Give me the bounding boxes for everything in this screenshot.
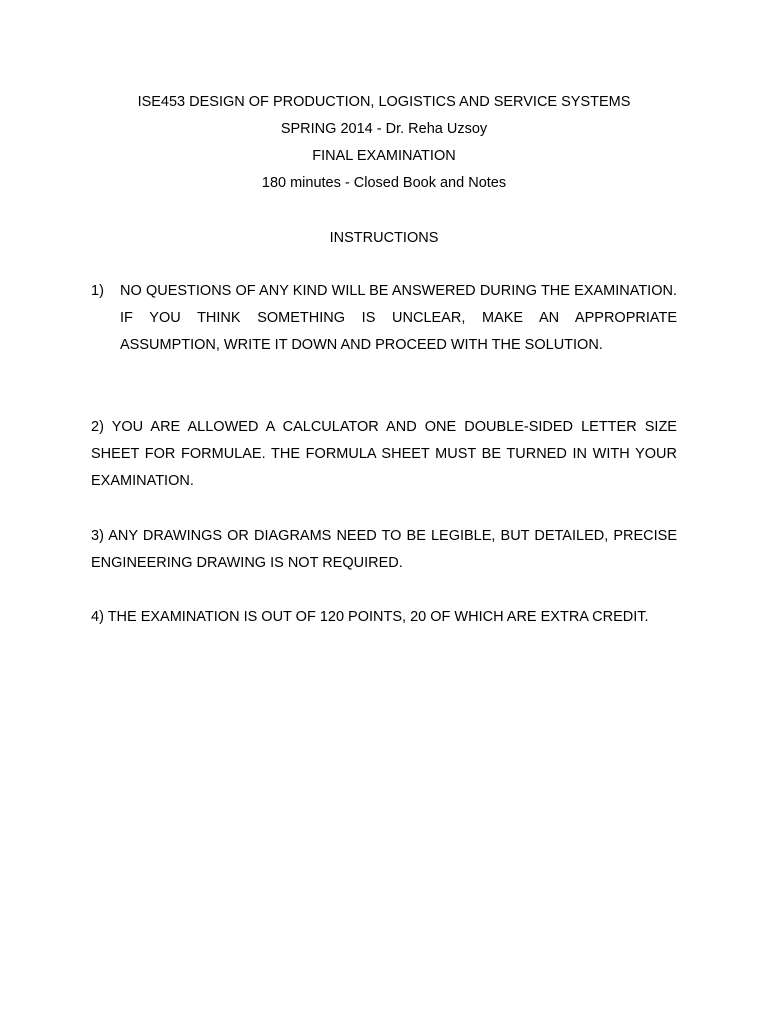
instruction-number: 1) [91, 283, 104, 299]
instruction-number: 4) [91, 609, 104, 625]
term-instructor: SPRING 2014 - Dr. Reha Uzsoy [280, 121, 488, 137]
exam-title: FINAL EXAMINATION [312, 148, 456, 164]
instruction-text: YOU ARE ALLOWED A CALCULATOR AND ONE DOUBLE-SIDED LETTER SIZE SHEET FOR FORMULAE. THE FORMULA SHEET MUST BE TURNED IN WITH YOUR EXAMINATION. [91, 419, 677, 489]
instruction-text: ANY DRAWINGS OR DIAGRAMS NEED TO BE LEGIBLE, BUT DETAILED, PRECISE ENGINEERING DRAWING IS NOT REQUIRED. [91, 528, 677, 571]
exam-duration: 180 minutes - Closed Book and Notes [261, 175, 507, 191]
instruction-text: NO QUESTIONS OF ANY KIND WILL BE ANSWERED DURING THE EXAMINATION. IF YOU THINK SOMETHING IS UNCLEAR, MAKE AN APPROPRIATE ASSUMPTION, WRITE IT DOWN AND PROCEED WITH THE SOLUTION. [120, 283, 677, 353]
instruction-text: THE EXAMINATION IS OUT OF 120 POINTS, 20 OF WHICH ARE EXTRA CREDIT. [107, 609, 649, 625]
instruction-number: 3) [91, 528, 104, 544]
instruction-item-4 [91, 604, 677, 631]
instruction-number: 2) [91, 419, 104, 435]
instruction-item-2 [91, 414, 677, 495]
instruction-item-1 [91, 278, 677, 359]
instructions-heading: INSTRUCTIONS [329, 230, 439, 246]
exam-header [0, 91, 768, 199]
instruction-item-3 [91, 523, 677, 577]
course-title: ISE453 DESIGN OF PRODUCTION, LOGISTICS AND SERVICE SYSTEMS [137, 94, 631, 110]
